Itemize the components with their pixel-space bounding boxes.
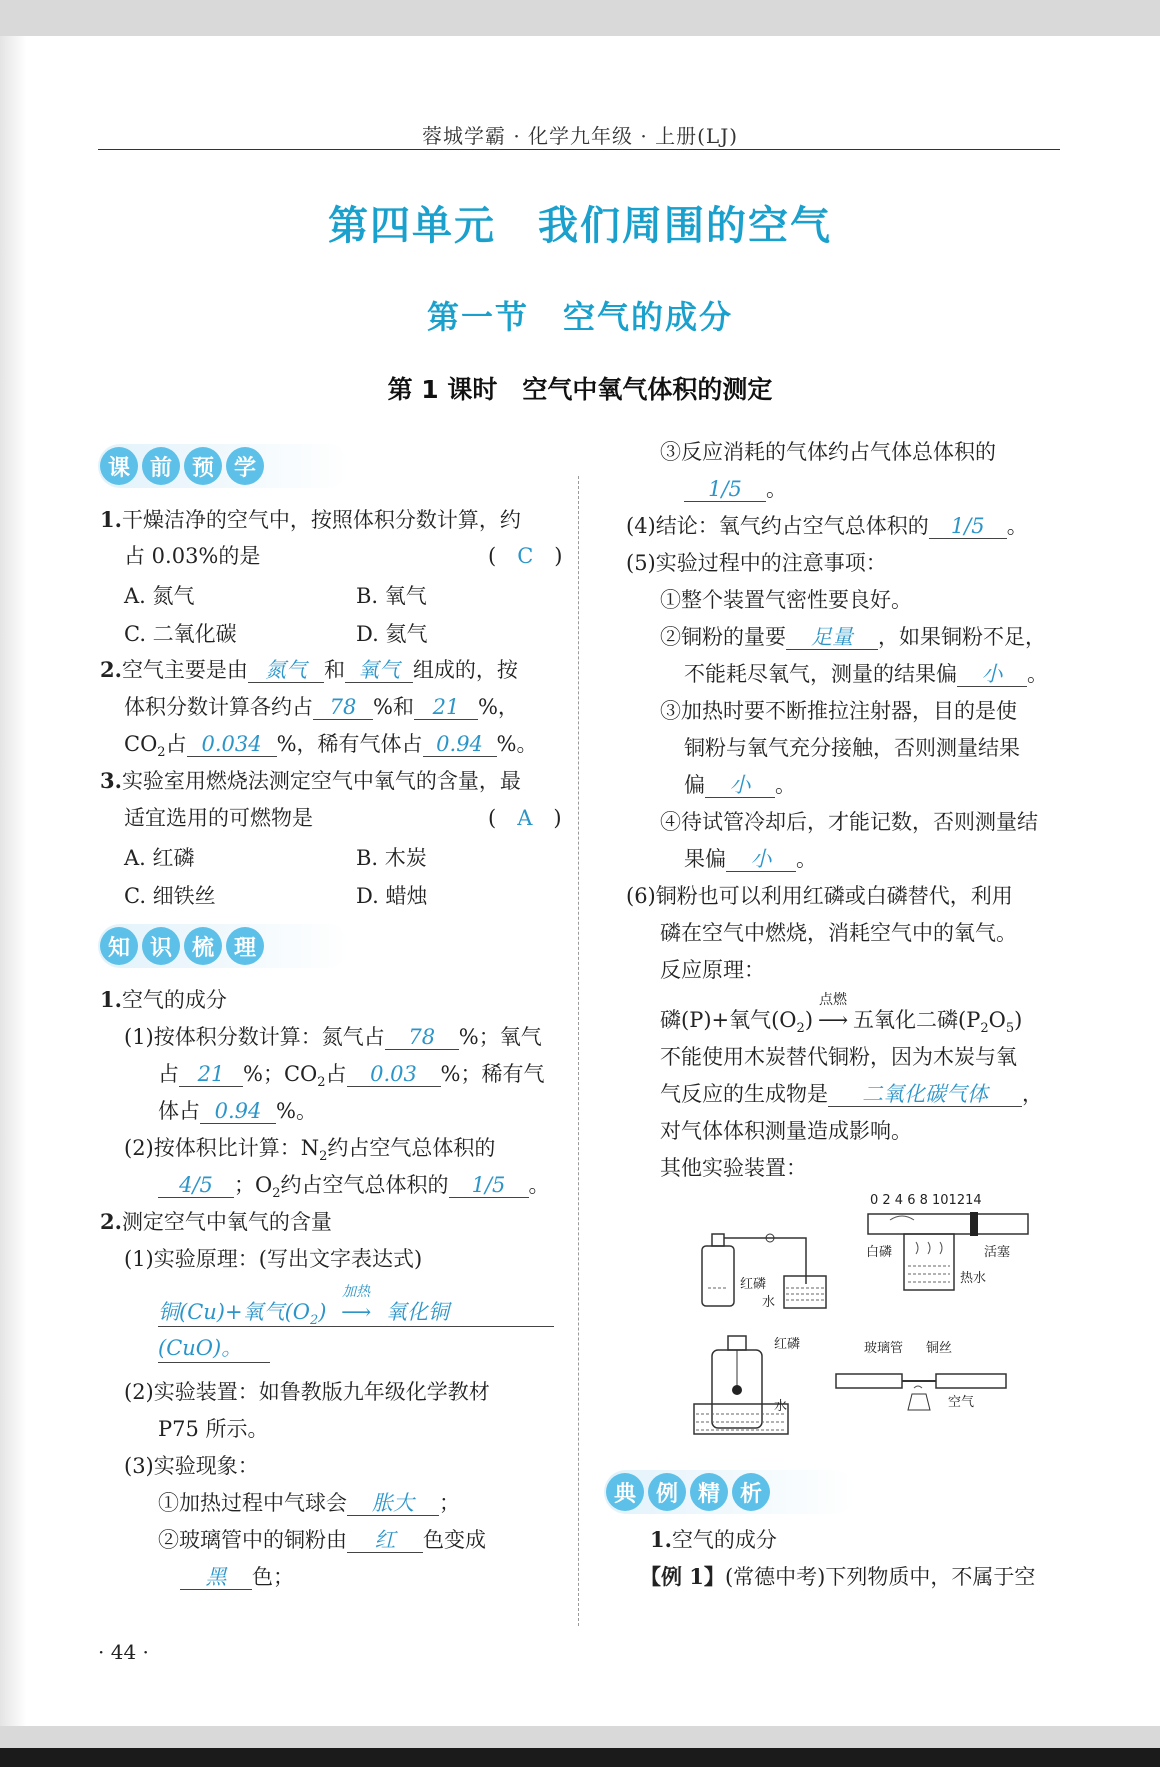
question-1: 1.干燥洁净的空气中，按照体积分数计算，约 [100,507,521,532]
answer-underline [158,1362,270,1363]
badge-char: 知 [100,927,138,965]
conclusion: (4)结论：氧气约占空气总体积的 1/5 。 [626,514,1028,538]
charcoal-note-line3: 对气体体积测量造成影响。 [660,1119,912,1143]
column-divider [578,476,579,1626]
badge-char: 精 [690,1473,728,1511]
knowledge-heading-2: 2.测定空气中氧气的含量 [100,1209,332,1234]
phosphorus-equation: 磷(P)+氧气$(O_2)$ 点燃 ⟶ 五氧化二磷$(P_2O_5)$ [660,992,1023,1037]
lesson-title: 第 1 课时 空气中氧气体积的测定 [387,375,773,404]
precaution-2: ②铜粉的量要 足量 ，如果铜粉不足， [660,625,1046,649]
apparatus-red-phosphorus-tube-figure [690,1196,840,1316]
option-b: B. 氧气 [356,584,427,608]
badge-char: 前 [142,447,180,485]
substitute-item: (6)铜粉也可以利用红磷或白磷替代，利用 [626,884,1013,908]
precaution-4: ④待试管冷却后，才能记数，否则测量结 [660,810,1038,834]
knowledge-heading-1: 1.空气的成分 [100,987,227,1012]
right-item-3-line2: 1/5 。 [684,475,787,503]
principle-equation-line2: (CuO)。 [158,1336,243,1360]
precaution-4-line2: 果偏 小 。 [684,847,817,871]
charcoal-note: 不能使用木炭替代铜粉，因为木炭与氧 [660,1045,1017,1069]
svg-text:白磷: 白磷 [866,1245,893,1260]
question-3-answer: ( A ) [488,806,562,830]
svg-text:0 2 4 6 8 101214: 0 2 4 6 8 101214 [870,1193,982,1208]
badge-char: 例 [648,1473,686,1511]
svg-text:活塞: 活塞 [984,1245,1011,1260]
knowledge-1-2-line2: 4/5 ；$O_2$约占空气总体积的 1/5 。 [158,1171,550,1208]
svg-text:红磷: 红磷 [774,1337,801,1352]
phenomenon-label: (3)实验现象： [124,1454,259,1478]
question-2: 2.空气主要是由 氮气 和 氧气 组成的，按 [100,657,518,682]
svg-text:热水: 热水 [960,1271,987,1286]
option-c: C. 二氧化碳 [124,622,237,646]
option-c: C. 细铁丝 [124,884,216,908]
answer-underline [158,1326,554,1327]
question-3: 3.实验室用燃烧法测定空气中氧气的含量，最 [100,768,521,793]
charcoal-note-line2: 气反应的生成物是 二氧化碳气体 ， [660,1082,1043,1106]
option-b: B. 木炭 [356,846,427,870]
knowledge-1-1-line2: 占 21 %；$CO_2$占 0.03 %；稀有气 [158,1062,545,1091]
phenomenon-1: ①加热过程中气球会 胀大 ； [158,1491,460,1515]
precautions-label: (5)实验过程中的注意事项： [626,551,887,575]
knowledge-1-1-line3: 体占 0.94 %。 [158,1099,317,1123]
option-a: A. 氮气 [124,584,195,608]
bottom-bar [0,1748,1160,1767]
document-page [0,36,1160,1726]
unit-title: 第四单元 我们周围的空气 [328,203,832,249]
example-heading: 1.空气的成分 [650,1527,777,1552]
question-3-line2: 适宜选用的可燃物是 [124,806,313,830]
precaution-3-line2: 铜粉与氧气充分接触，否则测量结果 [684,736,1020,760]
question-1-line2: 占 0.03%的是 [124,544,261,568]
badge-char: 预 [184,447,222,485]
apparatus-line1: (2)实验装置：如鲁教版九年级化学教材 [124,1380,490,1404]
apparatus-syringe-figure [830,1336,1030,1436]
option-a: A. 红磷 [124,846,195,870]
option-d: D. 氦气 [356,622,428,646]
svg-text:水: 水 [774,1399,788,1414]
svg-text:空气: 空气 [948,1395,975,1410]
knowledge-1-2: (2)按体积比计算：$N_2$约占空气总体积的 [124,1136,496,1165]
other-apparatus-label: 其他实验装置： [660,1156,807,1180]
reaction-principle-label: 反应原理： [660,958,765,982]
section-badge-examples [606,1470,770,1514]
phenomenon-2-line2: 黑 色； [180,1563,294,1591]
badge-char: 学 [226,447,264,485]
example-1: 【例 1】(常德中考)下列物质中，不属于空 [640,1564,1036,1589]
question-2-line2: 体积分数计算各约占 78 %和 21 %， [124,695,519,719]
svg-text:铜丝: 铜丝 [926,1341,953,1356]
badge-char: 析 [732,1473,770,1511]
precaution-3-line3: 偏 小 。 [684,773,796,797]
badge-char: 梳 [184,927,222,965]
badge-char: 课 [100,447,138,485]
running-head: 蓉城学霸 · 化学九年级 · 上册(LJ) [421,124,739,148]
precaution-2-line2: 不能耗尽氧气，测量的结果偏 小 。 [684,662,1048,686]
apparatus-white-phosphorus-tube-figure [862,1190,1032,1320]
section-title: 第一节 空气的成分 [426,298,733,336]
page-number: · 44 · [98,1640,149,1664]
right-item-3: ③反应消耗的气体约占气体总体积的 [660,440,996,464]
question-2-line3: $CO_2$占 0.034 %，稀有气体占 0.94 %。 [124,732,538,761]
option-d: D. 蜡烛 [356,884,428,908]
svg-text:玻璃管: 玻璃管 [864,1341,904,1356]
knowledge-1-1: (1)按体积分数计算：氮气占 78 %；氧气 [124,1025,542,1049]
svg-text:水: 水 [762,1295,776,1310]
apparatus-line2: P75 所示。 [158,1417,269,1441]
badge-char: 典 [606,1473,644,1511]
svg-text:红磷: 红磷 [740,1277,767,1292]
badge-char: 理 [226,927,264,965]
principle-equation: 铜(Cu)+氧气$(O_2)$ 加热 ⟶ 氧化铜 [158,1284,449,1329]
precaution-3: ③加热时要不断推拉注射器，目的是使 [660,699,1017,723]
header-rule [98,149,1060,150]
page-edge-shadow [0,36,26,1726]
precaution-1: ①整个装置气密性要良好。 [660,588,912,612]
badge-char: 识 [142,927,180,965]
apparatus-bottle-figure [690,1326,820,1442]
section-badge-preview [100,444,264,488]
phenomenon-2: ②玻璃管中的铜粉由 红 色变成 [158,1528,486,1552]
principle-label: (1)实验原理：(写出文字表达式) [124,1247,423,1271]
section-badge-knowledge [100,924,264,968]
substitute-item-line2: 磷在空气中燃烧，消耗空气中的氧气。 [660,921,1017,945]
question-1-answer: ( C ) [488,544,563,568]
